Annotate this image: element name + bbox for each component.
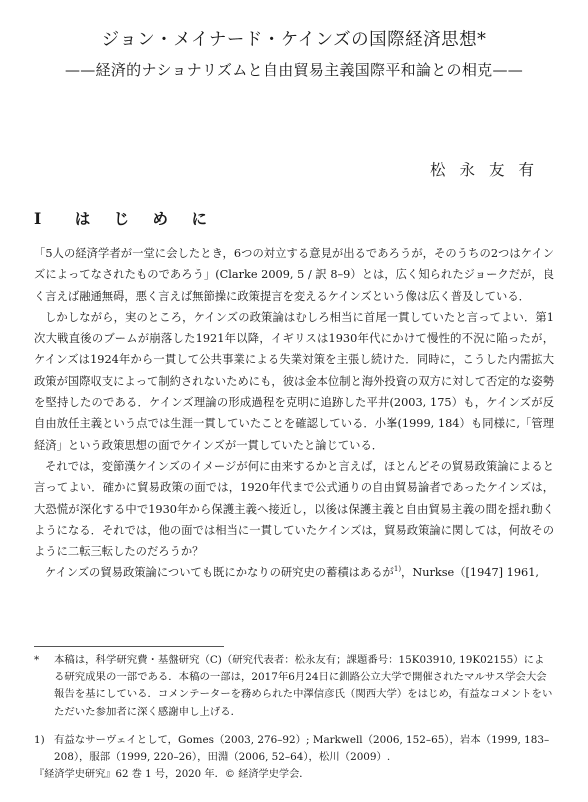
footnotes (34, 652, 554, 777)
journal-citation: 『経済学史研究』62 巻 1 号，2020 年．© 経済学史学会． (34, 769, 310, 780)
author-name: 松永友有 (429, 161, 548, 179)
paragraph: 「5人の経済学者が一堂に会したとき，6つの対立する意見が出るであろうが，そのうちの2つはケインズによってなされたものであろう」(Clarke 2009, 5 / 訳 8–9）とは，広く知られたジョークだが，良く言えば融通無碍，悪く言えば無節操に政策提言を変えるケインズという像は広く普及している． (34, 247, 554, 303)
footnote-divider (34, 646, 224, 647)
paragraph-text: ，Nurkse（[1947] 1961, (401, 566, 540, 580)
paragraph: それでは，変節漢ケインズのイメージが何に由来するかと言えば，ほとんどその貿易政策論によると言ってよい．確かに貿易政策の面では，1920年代まで公式通りの自由貿易論者であったケインズは，大恐慌が深化する中で1930年から保護主義へ接近し，以後は保護主義と自由貿易主義の間を揺れ動くようになる．それでは，他の面では相当に一貫していたケインズは，貿易政策論に関しては，何故そのように二転三転したのだろうか？ (34, 459, 554, 559)
footnote-mark: 1) (34, 733, 45, 746)
paragraph-text: ケインズの貿易政策論についても既にかなりの研究史の蓄積はあるが (45, 566, 394, 580)
body-text (34, 243, 554, 584)
footnote-mark: * (34, 654, 40, 666)
footnote (34, 652, 554, 721)
paragraph: しかしながら，実のところ，ケインズの政策論はむしろ相当に首尾一貫していたと言ってよい．第1次大戦直後のブームが崩落した1921年以降，イギリスは1930年代にかけて慢性的不況に陥ったが，ケインズは1924年から一貫して公共事業による失業対策を主張し続けた．同時に，こうした内需拡大政策が国際収支によって制約されないためにも，彼は金本位制と海外投資の双方に対して否定的な姿勢を堅持したのである．ケインズ理論の形成過程を克明に追跡した平井(2003, 175）も，ケインズが反自由放任主義という点では生涯一貫していたことを確認している．小峯(1999, 184）も同様に,「管理経済」という政策思想の面でケインズが一貫していたと論じている． (34, 310, 554, 452)
footnote (34, 732, 554, 766)
paper-subtitle: ——経済的ナショナリズムと自由貿易主義国際平和論との相克—— (64, 61, 524, 79)
section-heading: I は じ め に (34, 209, 216, 228)
footnote-marker[interactable]: 1) (393, 565, 402, 574)
paragraph (34, 562, 554, 583)
paper-title: ジョン・メイナード・ケインズの国際経済思想* (101, 30, 487, 50)
footnote-text: 有益なサーヴェイとして，Gomes（2003, 276–92）; Markwell（2006, 152–65），岩本（1999, 183–208），服部（1999, 220–26），田淵（2006, 52–64），松川（2009）. (54, 733, 550, 764)
footnote-text: 本稿は，科学研究費・基盤研究（C)（研究代表者：松永友有；課題番号：15K03910, 19K02155）による研究成果の一部である．本稿の一部は，2017年6月24日に釧路公立大学で開催されたマルサス学会大会報告を基にしている．コメンテーターを務められた中澤信彦氏（関西大学）をはじめ，有益なコメントをいただいた参加者に深く感謝申し上げる． (54, 654, 553, 718)
